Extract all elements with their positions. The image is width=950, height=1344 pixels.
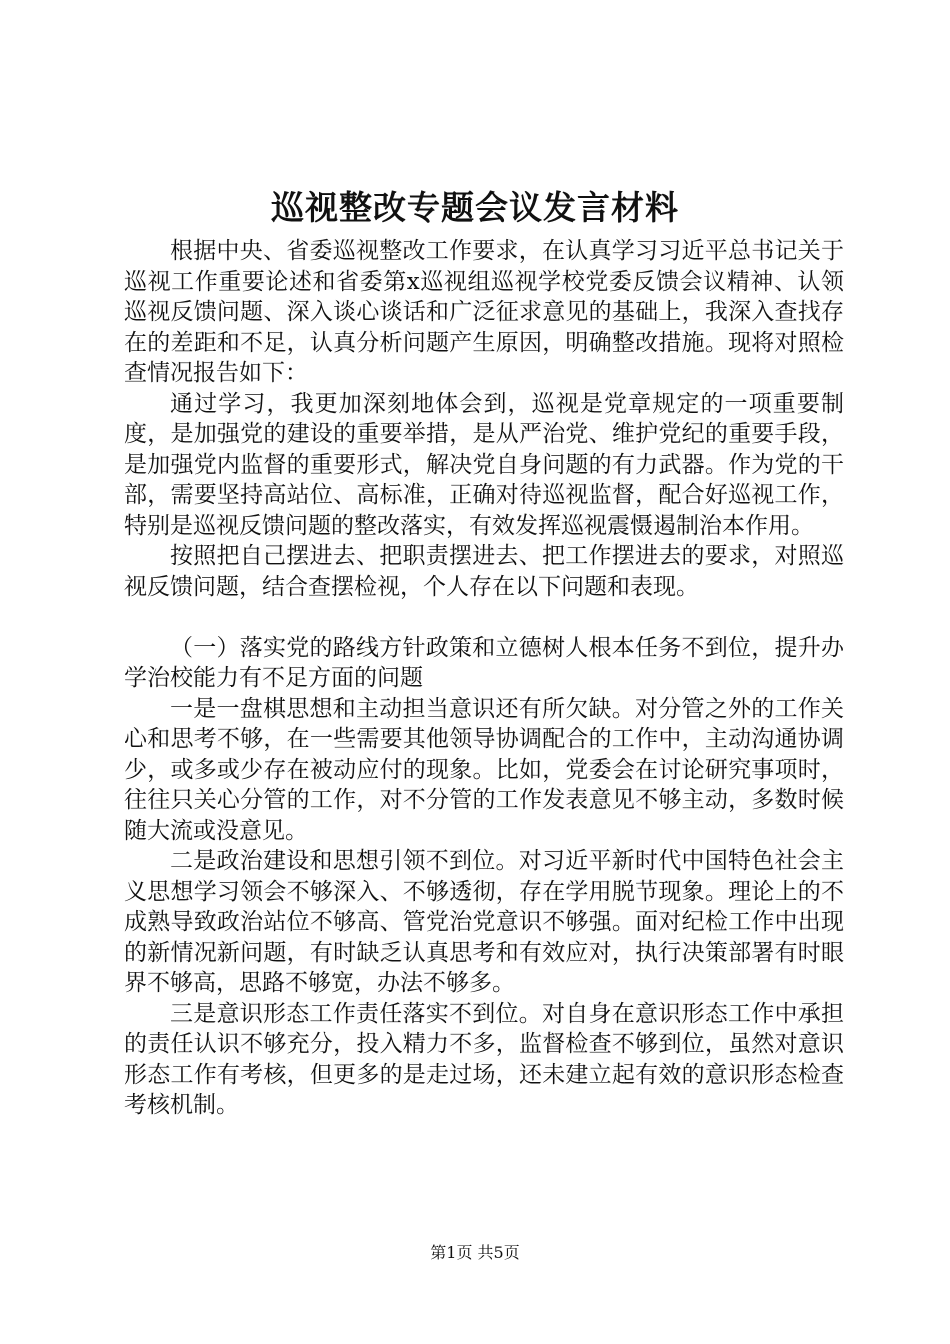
paragraph-issue-2: 二是政治建设和思想引领不到位。对习近平新时代中国特色社会主义思想学习领会不够深入、不够透彻，存在学用脱节现象。理论上的不成熟导致政治站位不够高、管党治党意识不够强。面对纪检工作中出现的新情况新问题，有时缺乏认真思考和有效应对，执行决策部署有时眼界不够高，思路不够宽，办法不够多。 (124, 848, 844, 996)
paragraph-issue-1: 一是一盘棋思想和主动担当意识还有所欠缺。对分管之外的工作关心和思考不够，在一些需要其他领导协调配合的工作中，主动沟通协调少，或多或少存在被动应付的现象。比如，党委会在讨论研究事项时，往往只关心分管的工作，对不分管的工作发表意见不够主动，多数时候随大流或没意见。 (124, 695, 844, 844)
paragraph-understanding: 通过学习，我更加深刻地体会到，巡视是党章规定的一项重要制度，是加强党的建设的重要举措，是从严治党、维护党纪的重要手段，是加强党内监督的重要形式，解决党自身问题的有力武器。作为党的干部，需要坚持高站位、高标准，正确对待巡视监督，配合好巡视工作，特别是巡视反馈问题的整改落实，有效发挥巡视震慑遏制治本作用。 (124, 390, 844, 539)
paragraph-requirements: 按照把自己摆进去、把职责摆进去、把工作摆进去的要求，对照巡视反馈问题，结合查摆检视，个人存在以下问题和表现。 (124, 543, 844, 600)
section-heading-1: （一）落实党的路线方针政策和立德树人根本任务不到位，提升办学治校能力有不足方面的问题 (124, 634, 844, 691)
page-footer: 第1页 共5页 (430, 1243, 520, 1262)
paragraph-intro: 根据中央、省委巡视整改工作要求，在认真学习习近平总书记关于巡视工作重要论述和省委第x巡视组巡视学校党委反馈会议精神、认领巡视反馈问题、深入谈心谈话和广泛征求意见的基础上，我深入查找存在的差距和不足，认真分析问题产生原因，明确整改措施。现将对照检查情况报告如下： (124, 238, 844, 386)
document-title: 巡视整改专题会议发言材料 (271, 188, 679, 227)
document-body (124, 236, 844, 1121)
paragraph-issue-3: 三是意识形态工作责任落实不到位。对自身在意识形态工作中承担的责任认识不够充分，投入精力不多，监督检查不够到位，虽然对意识形态工作有考核，但更多的是走过场，还未建立起有效的意识形态检查考核机制。 (124, 1000, 844, 1118)
